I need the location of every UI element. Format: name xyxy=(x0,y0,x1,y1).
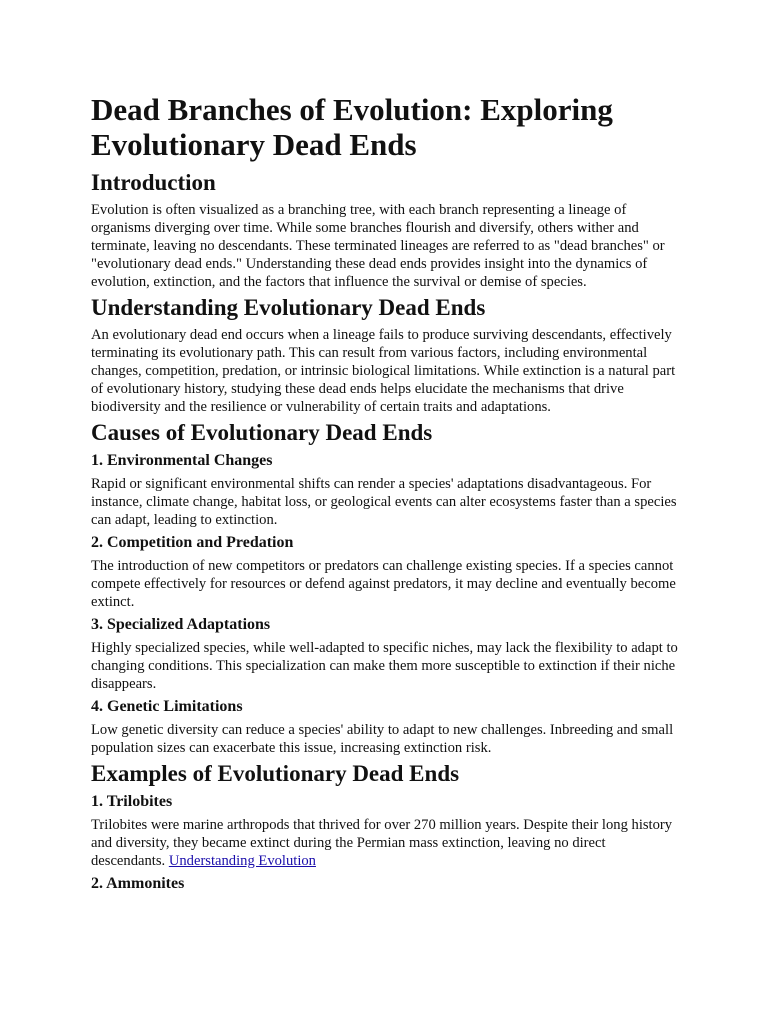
paragraph-text: Trilobites were marine arthropods that thrived for over 270 million years. Despite their long history and diversity, they became extinct during the Permian mass extinction, leaving no direct descendants. xyxy=(91,817,673,869)
subsection-paragraph: Low genetic diversity can reduce a species' ability to adapt to new challenges. Inbreeding and small population sizes can exacerbate this issue, increasing extinction risk. xyxy=(91,722,674,756)
section-causes xyxy=(91,420,678,757)
understanding-evolution-link[interactable]: Understanding Evolution xyxy=(168,853,316,869)
subsection-paragraph: Highly specialized species, while well-adapted to specific niches, may lack the flexibility to adapt to changing conditions. This specialization can make them more susceptible to extinction if their niche disappears. xyxy=(91,640,678,692)
subsection-paragraph xyxy=(91,816,678,870)
subsection-heading: 1. Environmental Changes xyxy=(91,452,273,469)
subsection-heading: 1. Trilobites xyxy=(91,793,173,810)
section-examples xyxy=(91,761,678,894)
subsection-heading: 2. Competition and Predation xyxy=(91,534,294,551)
section-heading: Causes of Evolutionary Dead Ends xyxy=(91,420,433,445)
subsection-heading: 4. Genetic Limitations xyxy=(91,698,243,715)
section-paragraph: An evolutionary dead end occurs when a lineage fails to produce surviving descendants, effectively terminating its evolutionary path. This can result from various factors, including environmental changes, competition, predation, or intrinsic biological limitations. While extinction is a natural part of evolutionary history, studying these dead ends helps elucidate the mechanisms that drive biodiversity and the resilience or vulnerability of certain traits and adaptations. xyxy=(91,327,676,415)
subsection-heading: 2. Ammonites xyxy=(91,875,185,892)
subsection-heading: 3. Specialized Adaptations xyxy=(91,616,271,633)
section-heading: Understanding Evolutionary Dead Ends xyxy=(91,295,486,320)
page-title: Dead Branches of Evolution: Exploring Evolutionary Dead Ends xyxy=(91,92,613,162)
section-introduction xyxy=(91,170,678,291)
subsection-paragraph: The introduction of new competitors or predators can challenge existing species. If a species cannot compete effectively for resources or defend against predators, it may decline and eventually become extinct. xyxy=(91,558,676,610)
section-heading: Examples of Evolutionary Dead Ends xyxy=(91,761,460,786)
section-heading: Introduction xyxy=(91,170,216,195)
section-understanding xyxy=(91,295,678,416)
section-paragraph: Evolution is often visualized as a branching tree, with each branch representing a lineage of organisms diverging over time. While some branches flourish and diversify, others wither and terminate, leaving no descendants. These terminated lineages are referred to as "dead branches" or "evolutionary dead ends." Understanding these dead ends provides insight into the dynamics of evolution, extinction, and the factors that influence the survival or demise of species. xyxy=(91,202,665,290)
subsection-paragraph: Rapid or significant environmental shifts can render a species' adaptations disadvantageous. For instance, climate change, habitat loss, or geological events can alter ecosystems faster than a species can adapt, leading to extinction. xyxy=(91,476,677,528)
